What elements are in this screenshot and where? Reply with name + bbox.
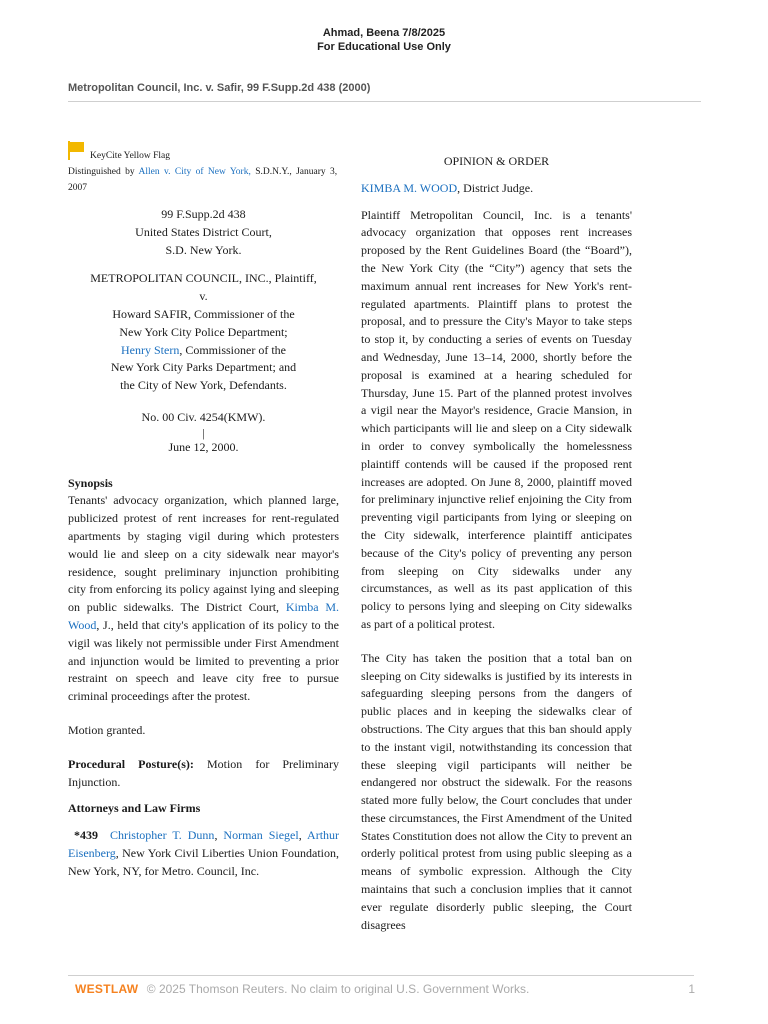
court-name: United States District Court,: [135, 224, 272, 239]
procedural-label: Procedural Posture(s):: [68, 756, 194, 771]
synopsis-text: [68, 492, 339, 706]
decision-date: June 12, 2000.: [168, 439, 239, 454]
distinguished-by: [68, 164, 339, 196]
title-divider: [68, 101, 701, 102]
firm-text: , New York Civil Liberties Union Foundation, New York, NY, for Metro. Council, Inc.: [68, 845, 339, 878]
docket-separator: |: [202, 425, 205, 440]
judge-suffix: , District Judge.: [457, 180, 534, 195]
attorney-link-dunn[interactable]: Christopher T. Dunn: [109, 828, 215, 843]
caption-defendant-3: the City of New York, Defendants.: [120, 378, 287, 393]
procedural-value: Motion for Preliminary Injunction.: [68, 756, 340, 789]
procedural-posture: [68, 756, 339, 792]
distinguished-date: January 3, 2007: [68, 167, 338, 193]
opinion-paragraph-2: The City has taken the position that a total ban on sleeping on City sidewalks is justified by its interests in safeguarding sleeping persons from the dangers of public places and in keeping the sidewalks clear of obstructions. The City argues that this ban should apply to the instant vigil, notwithstanding its concession that these sleeping vigil participants will neither be endangered nor obstruct the sidewalk. For the reasons stated more fully below, the Court concludes that under these circumstances, the First Amendment of the United States Constitution does not allow the City to prevent an orderly political protest from using public sleeping as a means of symbolic expression. Although the City maintains that such a conclusion implies that it cannot ever regulate disorderly public sleeping, the Court disagrees: [361, 650, 632, 932]
caption-defendant-2: [68, 342, 339, 360]
kimba-wood-link[interactable]: Kimba M. Wood: [68, 600, 339, 632]
motion-result: Motion granted.: [68, 722, 146, 737]
attorneys-heading: Attorneys and Law Firms: [68, 801, 201, 816]
copyright-text: © 2025 Thomson Reuters. No claim to original U.S. Government Works.: [146, 982, 530, 996]
case-caption: [68, 270, 339, 395]
educational-use-line: For Educational Use Only: [317, 41, 451, 53]
henry-stern-link[interactable]: Henry Stern: [121, 342, 180, 357]
distinguished-prefix: Distinguished by: [68, 167, 135, 177]
docket-block: [68, 409, 339, 457]
caption-defendant-2b: New York City Parks Department; and: [110, 360, 297, 375]
page-footer: [75, 982, 695, 996]
page-number: 1: [688, 982, 695, 996]
synopsis-text-1: Tenants' advocacy organization, which planned large, publicized protest of rent increases for rent-regulated apartments by staging vigil during which protesters would lie and sleep on a city sidewalk near mayor's residence, sought preliminary injunction prohibiting city from enforcing its policy against lying and sleeping on public sidewalks. The District Court,: [68, 493, 339, 615]
docket-number: No. 00 Civ. 4254(KMW).: [141, 409, 266, 424]
keycite-row: [68, 141, 339, 162]
district-name: S.D. New York.: [165, 242, 242, 257]
opinion-heading: OPINION & ORDER: [443, 154, 550, 168]
caption-defendant-1b: New York City Police Department;: [119, 324, 288, 339]
opinion-paragraph-1: Plaintiff Metropolitan Council, Inc. is a tenants' advocacy organization that opposes rent increases proposed by the Rent Guidelines Board (the “Board”), the New York City (the “City”) agency that sets the maximum annual rent increases for New York's rent-regulated apartments. Plaintiff plans to protest the proposal, and to pressure the City's Mayor to take steps to stop it, by conducting a series of events on Tuesday and Wednesday, June 13–14, 2000, shortly before the proposal is examined at a hearing scheduled for Thursday, June 15. Part of the planned protest involves a vigil near the Mayor's residence, Gracie Mansion, in which participants will lie and sleep on a City sidewalk in order to convey symbolically the homelessness plaintiff contends will be caused if the proposed rent increases are adopted. On June 8, 2000, plaintiff moved for preliminary injunctive relief enjoining the City from preventing vigil participants from lying or sleeping on the City sidewalk, interference plaintiff anticipates because of the City's policy of preventing any person from sleeping on City sidewalks under any circumstances, as well as its past application of this policy to persons lying and sleeping on City sidewalks as part of a political protest.: [361, 207, 632, 631]
attorneys-text: *439 Christopher T. Dunn, Norman Siegel, Arthur Eisenberg, New York Civil Liberties Union Foundation, New York, NY, for Metro. Council, Inc.: [68, 828, 340, 878]
page-header: [0, 26, 768, 54]
reporter-citation: 99 F.Supp.2d 438: [161, 207, 246, 221]
yellow-flag-icon[interactable]: [68, 141, 85, 160]
caption-versus: v.: [199, 289, 208, 304]
star-page: *439: [73, 828, 98, 843]
keycite-label: KeyCite Yellow Flag: [90, 151, 170, 161]
attorney-link-siegel[interactable]: Norman Siegel: [223, 828, 299, 843]
document-title: Metropolitan Council, Inc. v. Safir, 99 F.Supp.2d 438 (2000): [68, 82, 371, 94]
judge-line: [361, 180, 632, 198]
synopsis-heading: Synopsis: [68, 475, 113, 490]
footer-divider: [68, 975, 694, 976]
synopsis-text-2: , J., held that city's application of its policy to the vigil was likely not permissible under First Amendment and injunction would be limited to preventing a prior restraint on speech and leave city free to pursue criminal proceedings after the protest.: [68, 617, 339, 704]
distinguished-court: S.D.N.Y.,: [255, 167, 292, 177]
opinion-judge-link[interactable]: KIMBA M. WOOD: [361, 180, 458, 195]
caption-defendant-2-rest: , Commissioner of the: [179, 342, 286, 357]
attorney-link-eisenberg[interactable]: Arthur Eisenberg: [68, 828, 340, 860]
user-date-line: Ahmad, Beena 7/8/2025: [322, 27, 446, 39]
westlaw-logo: WESTLAW: [75, 982, 139, 996]
caption-plaintiff: METROPOLITAN COUNCIL, INC., Plaintiff,: [90, 271, 317, 286]
caption-defendant-1: Howard SAFIR, Commissioner of the: [112, 306, 295, 321]
right-column: [361, 153, 632, 934]
left-column: [68, 141, 339, 881]
distinguished-case-link[interactable]: Allen v. City of New York,: [138, 167, 251, 177]
citation-block: [68, 206, 339, 259]
